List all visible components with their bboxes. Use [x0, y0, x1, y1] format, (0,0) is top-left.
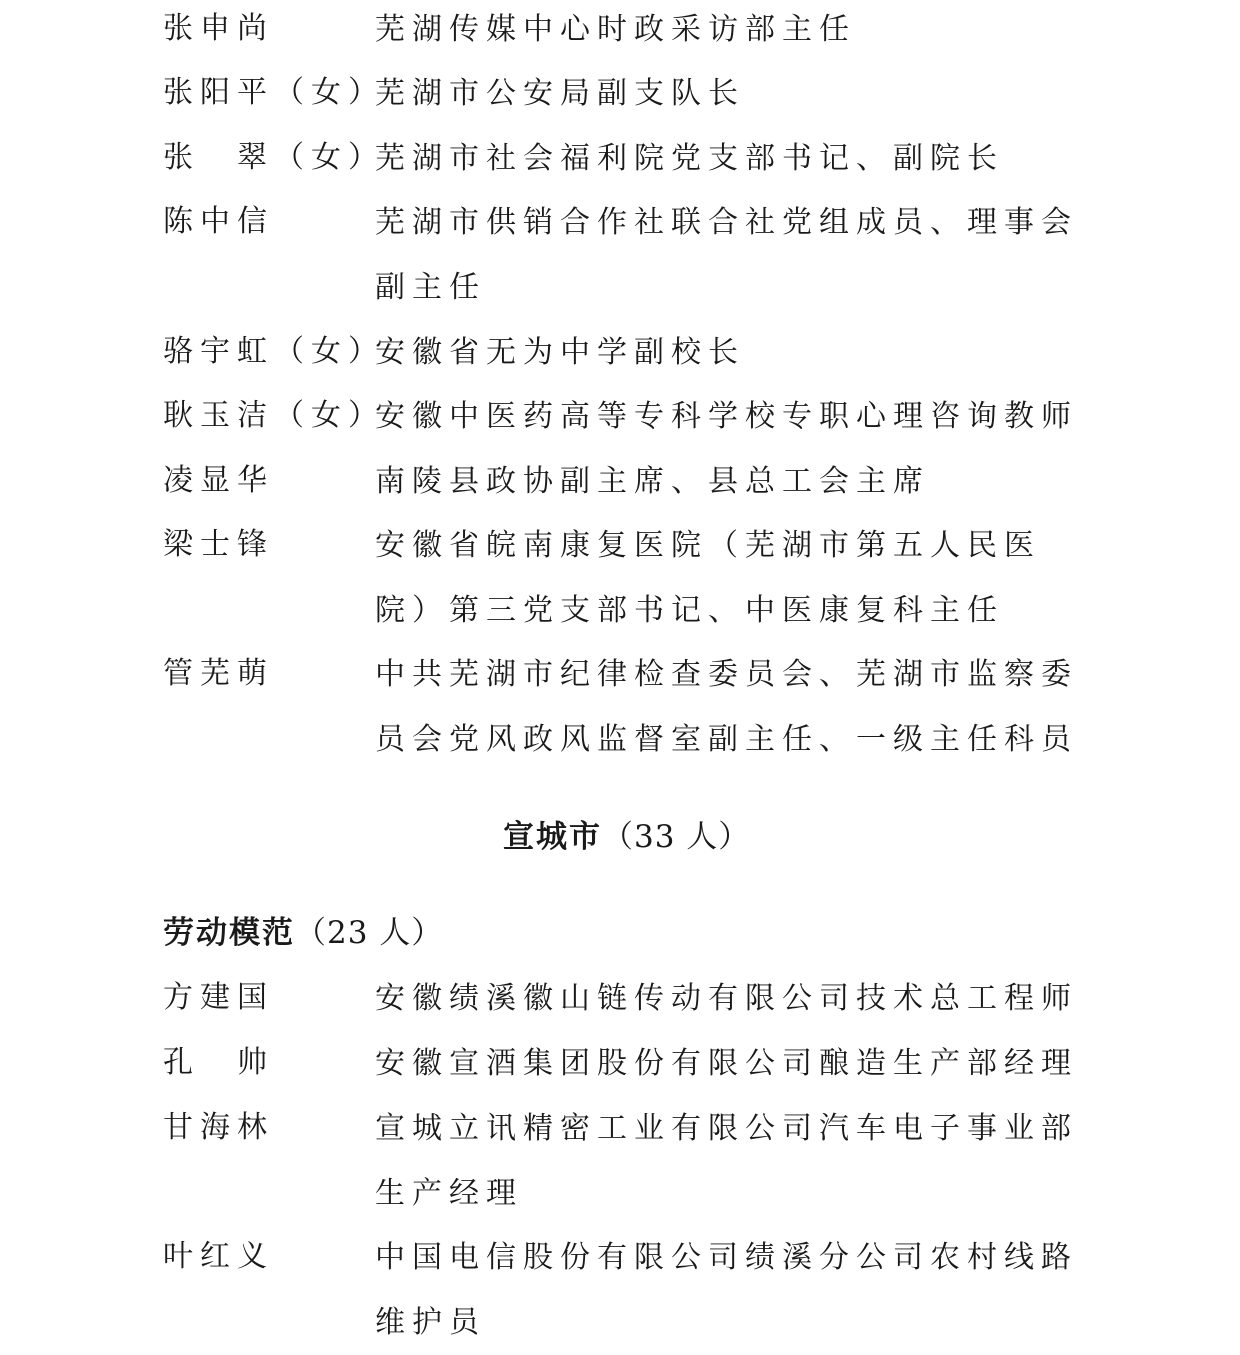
- person-name: 叶红义: [163, 1239, 274, 1274]
- person-name: 张申尚: [163, 11, 274, 46]
- person-title: 芜湖传媒中心时政采访部主任: [375, 12, 856, 47]
- person-name: 陈中信: [163, 204, 274, 239]
- person-title: 安徽省皖南康复医院（芜湖市第五人民医院）第三党支部书记、中医康复科主任: [375, 528, 1041, 628]
- person-name: 凌显华: [163, 463, 274, 498]
- city-count: （33 人）: [602, 819, 751, 855]
- person-name: 张阳平（女）: [163, 75, 385, 110]
- person-name: 张 翠（女）: [163, 140, 385, 175]
- person-title: 中共芜湖市纪律检查委员会、芜湖市监察委员会党风政风监督室副主任、一级主任科员: [375, 657, 1078, 757]
- category-count: （23 人）: [295, 915, 444, 951]
- person-name: 方建国: [163, 980, 274, 1015]
- person-title: 芜湖市供销合作社联合社党组成员、理事会副主任: [375, 205, 1078, 305]
- person-title: 安徽宣酒集团股份有限公司酿造生产部经理: [375, 1046, 1078, 1081]
- person-name: 梁士锋: [163, 527, 274, 562]
- category-heading: [163, 915, 444, 951]
- person-title: 安徽绩溪徽山链传动有限公司技术总工程师: [375, 981, 1078, 1016]
- person-name: 骆宇虹（女）: [163, 334, 385, 369]
- person-title: 芜湖市公安局副支队长: [375, 76, 745, 111]
- person-title: 中国电信股份有限公司绩溪分公司农村线路维护员: [375, 1240, 1078, 1340]
- person-name: 甘海林: [163, 1110, 274, 1145]
- person-title: 芜湖市社会福利院党支部书记、副院长: [375, 141, 1004, 176]
- person-title: 宣城立讯精密工业有限公司汽车电子事业部生产经理: [375, 1111, 1078, 1211]
- person-name: 孔 帅: [163, 1045, 274, 1080]
- category-name: 劳动模范: [163, 915, 295, 951]
- person-title: 安徽中医药高等专科学校专职心理咨询教师: [375, 399, 1078, 434]
- person-name: 管芜萌: [163, 656, 274, 691]
- city-name: 宣城市: [503, 819, 602, 855]
- person-title: 南陵县政协副主席、县总工会主席: [375, 464, 930, 499]
- person-title: 安徽省无为中学副校长: [375, 335, 745, 370]
- city-heading: [503, 819, 751, 855]
- person-name: 耿玉洁（女）: [163, 398, 385, 433]
